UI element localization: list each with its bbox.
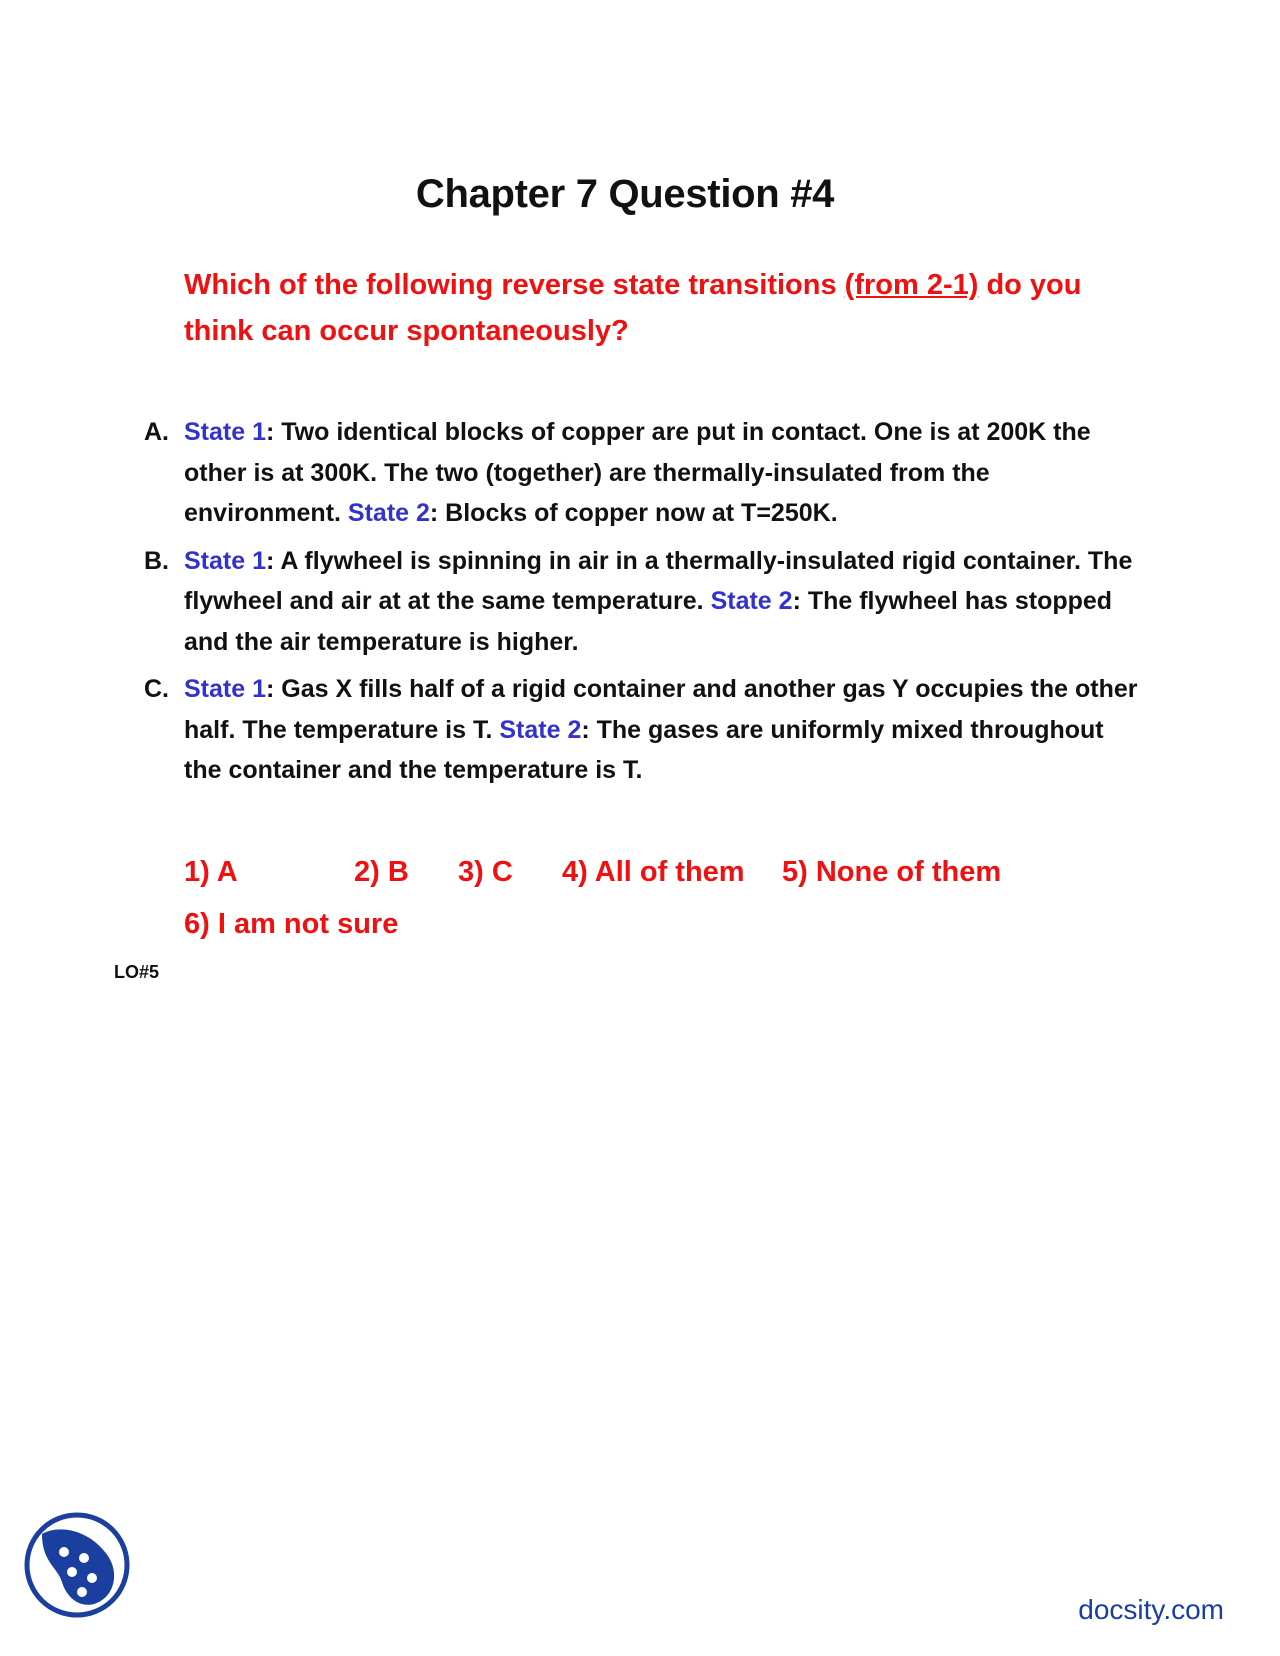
docsity-logo-icon [24,1512,130,1618]
state-1-text: : Gas X fills half of a rigid container and another gas Y occupies the other half. The temperature is T. [184,675,1138,744]
answer-row-1 [184,846,1084,898]
answer-2: 2) B [354,856,409,888]
question-underlined: (from 2-1) [844,269,979,301]
learning-objective-label: LO#5 [114,962,160,982]
state-2-label: State 2 [347,499,430,527]
option-c [144,669,1144,791]
answer-row-2 [184,898,1084,950]
state-1-text: : A flywheel is spinning in air in a thermally-insulated rigid container. The flywheel and air at at the same temperature. [184,546,1133,615]
option-b [144,541,1144,663]
state-2-text: : Blocks of copper now at T=250K. [429,499,838,527]
answer-choices [184,846,1084,950]
question-text [184,262,1104,354]
state-2-text: : The flywheel has stopped and the air temperature is higher. [184,587,1113,656]
state-1-label: State 1 [184,546,266,575]
option-letter: A. [144,418,169,446]
docsity-brand-link[interactable]: docsity.com [1078,1594,1224,1625]
answer-1: 1) A [184,856,238,888]
state-1-label: State 1 [184,675,266,703]
question-text-after: do you think can occur spontaneously? [184,269,1082,347]
state-2-label: State 2 [499,715,582,744]
question-text-before: Which of the following reverse state transitions [184,269,845,301]
state-2-text: : The gases are uniformly mixed throughout the container and the temperature is T. [184,715,1104,784]
option-letter: B. [144,546,169,575]
state-1-label: State 1 [184,418,266,446]
answer-4: 4) All of them [562,856,745,888]
answer-5: 5) None of them [782,856,1002,888]
answer-3: 3) C [458,856,513,888]
page-title: Chapter 7 Question #4 [415,172,835,216]
state-1-text: : Two identical blocks of copper are put in contact. One is at 200K the other is at 300K. The two (together) are thermally-insulated from the environment. [184,418,1091,527]
state-2-label: State 2 [710,587,793,615]
option-a [144,412,1144,534]
option-letter: C. [144,675,169,703]
answer-6: 6) I am not sure [184,908,399,940]
option-list [144,412,1144,798]
